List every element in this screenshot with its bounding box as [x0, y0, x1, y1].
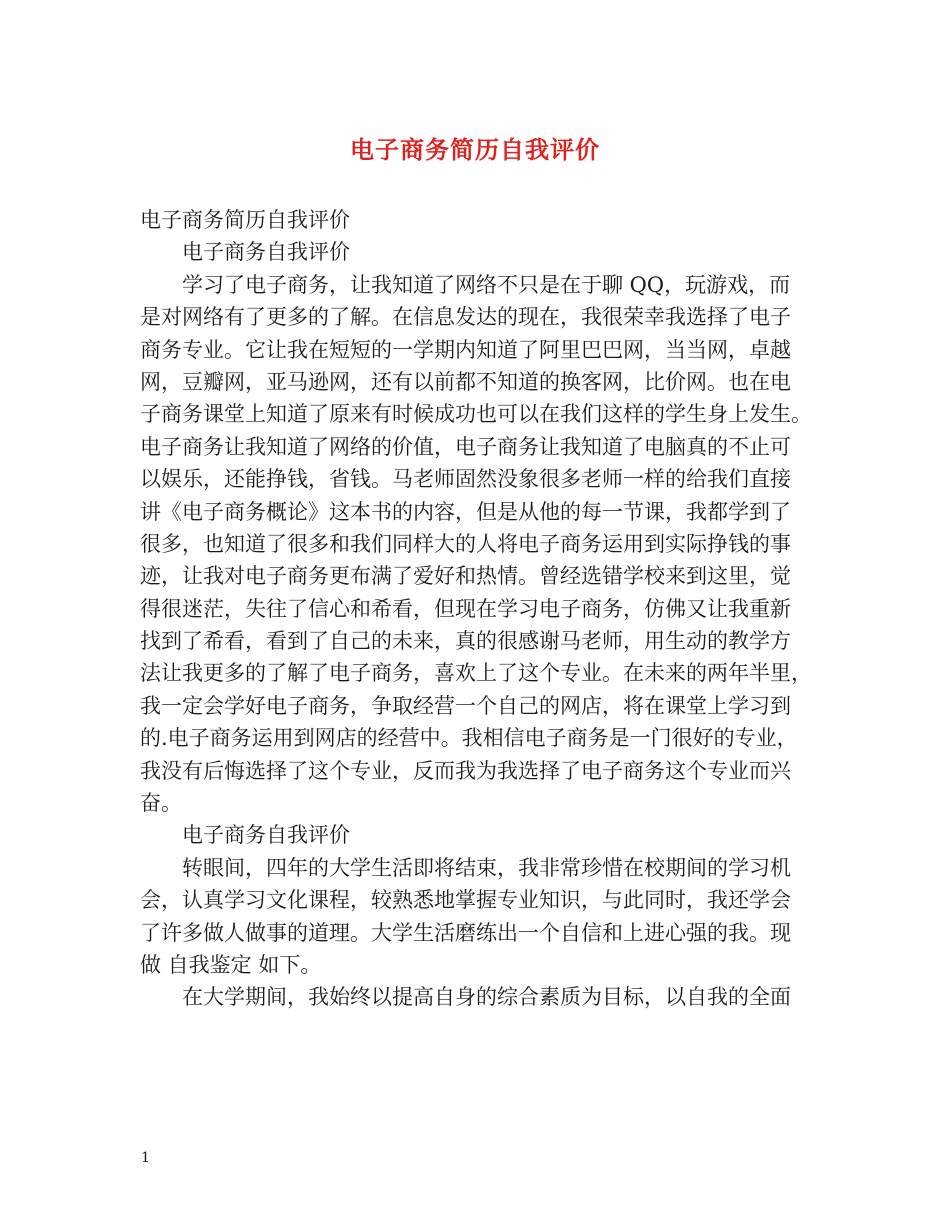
paragraph-line: 法让我更多的了解了电子商务，喜欢上了这个专业。在未来的两年半里， [140, 661, 812, 686]
paragraph-line: 网，豆瓣网，亚马逊网，还有以前都不知道的换客网，比价网。也在电 [140, 369, 791, 394]
paragraph-line: 做 自我鉴定 如下。 [140, 952, 322, 977]
paragraph-line: 在大学期间，我始终以提高自身的综合素质为目标，以自我的全面 [182, 985, 791, 1010]
page-number: 1 [141, 1150, 150, 1166]
paragraph-line: 我一定会学好电子商务，争取经营一个自己的网店，将在课堂上学习到 [140, 693, 791, 718]
document-body [140, 204, 818, 1014]
paragraph-line: 电子商务让我知道了网络的价值，电子商务让我知道了电脑真的不止可 [140, 434, 791, 459]
paragraph-line: 的.电子商务运用到网店的经营中。我相信电子商务是一门很好的专业， [140, 726, 798, 751]
paragraph-line: 是对网络有了更多的了解。在信息发达的现在，我很荣幸我选择了电子 [140, 305, 791, 330]
paragraph-line: 迹，让我对电子商务更布满了爱好和热情。曾经选错学校来到这里，觉 [140, 564, 791, 589]
paragraph-line: 子商务课堂上知道了原来有时候成功也可以在我们这样的学生身上发生。 [140, 402, 812, 427]
section-heading: 电子商务自我评价 [182, 240, 350, 265]
paragraph-line: 找到了希看，看到了自己的未来，真的很感谢马老师，用生动的教学方 [140, 629, 791, 654]
paragraph-line: 转眼间，四年的大学生活即将结束，我非常珍惜在校期间的学习机 [182, 855, 791, 880]
paragraph-line: 很多，也知道了很多和我们同样大的人将电子商务运用到实际挣钱的事 [140, 531, 791, 556]
paragraph-line: 我没有后悔选择了这个专业，反而我为我选择了电子商务这个专业而兴 [140, 758, 791, 783]
paragraph-line: 商务专业。它让我在短短的一学期内知道了阿里巴巴网，当当网，卓越 [140, 337, 791, 362]
paragraph-line: 学习了电子商务，让我知道了网络不只是在于聊 QQ，玩游戏，而 [182, 272, 791, 297]
body-line-heading: 电子商务简历自我评价 [140, 208, 350, 232]
document-title: 电子商务简历自我评价 [350, 135, 600, 164]
paragraph-line: 以娱乐，还能挣钱，省钱。马老师固然没象很多老师一样的给我们直接 [140, 467, 791, 492]
paragraph-line: 讲《电子商务概论》这本书的内容，但是从他的每一节课，我都学到了 [140, 499, 791, 524]
paragraph-line: 奋。 [140, 791, 182, 816]
paragraph-line: 得很迷茫，失往了信心和希看，但现在学习电子商务，仿佛又让我重新 [140, 596, 791, 621]
section-heading: 电子商务自我评价 [182, 823, 350, 848]
paragraph-line: 会，认真学习文化课程，较熟悉地掌握专业知识，与此同时，我还学会 [140, 888, 791, 913]
paragraph-line: 了许多做人做事的道理。大学生活磨练出一个自信和上进心强的我。现 [140, 920, 791, 945]
